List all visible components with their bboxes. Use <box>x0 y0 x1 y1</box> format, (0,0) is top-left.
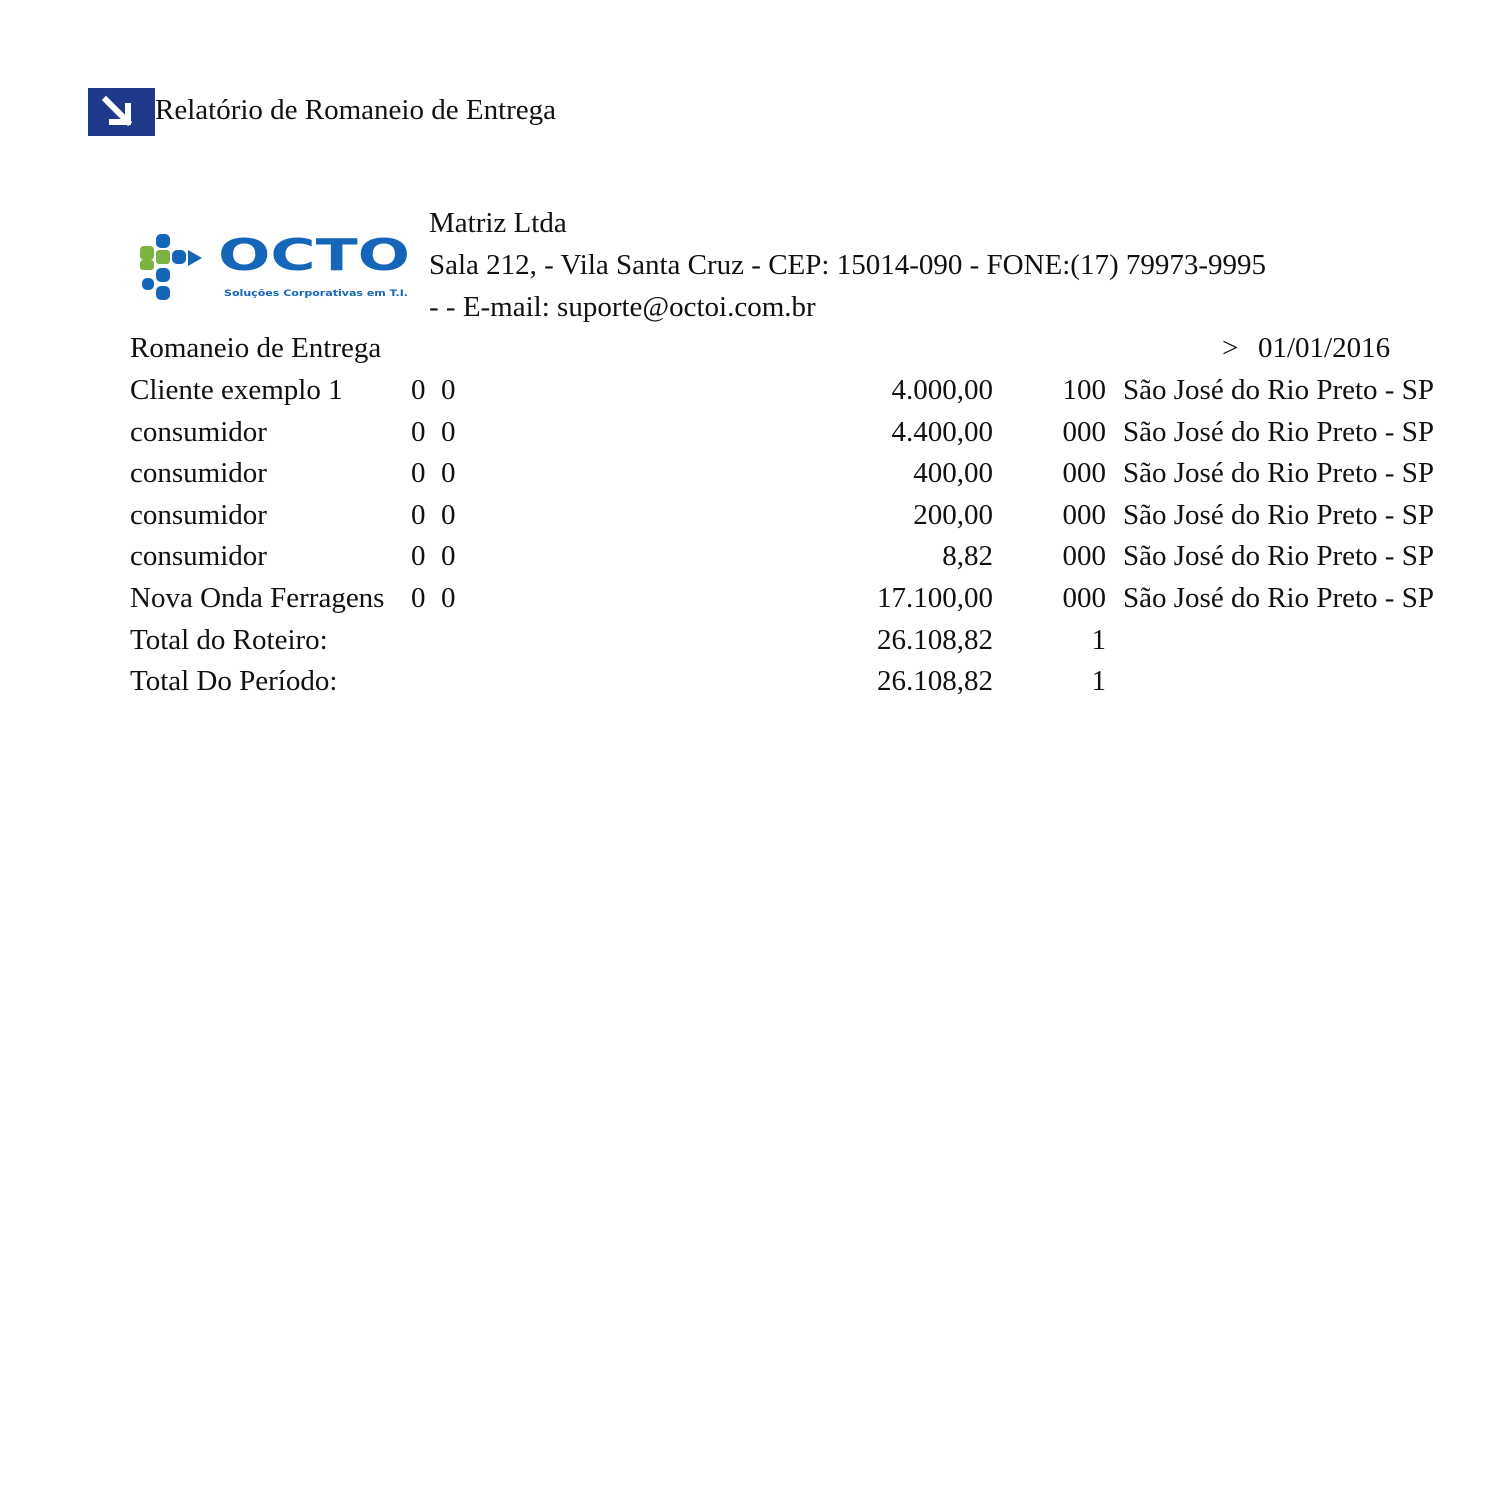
col-a-value: 0 <box>411 498 426 531</box>
col-b-value: 0 <box>441 581 456 614</box>
city: São José do Rio Preto - SP <box>1123 540 1434 573</box>
svg-text:Soluções Corporativas em T.I.: Soluções Corporativas em T.I. <box>224 289 408 299</box>
amount: 200,00 <box>913 498 993 531</box>
company-name: Matriz Ltda <box>429 207 567 239</box>
col-a-value: 0 <box>411 415 426 448</box>
client-name: consumidor <box>130 457 267 490</box>
amount: 17.100,00 <box>877 581 993 614</box>
section-title: Romaneio de Entrega <box>130 332 382 364</box>
company-logo <box>136 228 412 306</box>
report-date: 01/01/2016 <box>1258 332 1391 364</box>
code: 100 <box>1062 374 1106 406</box>
client-name: consumidor <box>130 540 267 573</box>
total-label: Total Do Período: <box>130 665 338 698</box>
col-a-value: 0 <box>411 581 426 614</box>
city: São José do Rio Preto - SP <box>1123 581 1434 614</box>
col-b-value: 0 <box>441 374 456 406</box>
total-count: 1 <box>1091 665 1106 698</box>
col-b-value: 0 <box>441 540 456 573</box>
city: São José do Rio Preto - SP <box>1123 374 1434 406</box>
city: São José do Rio Preto - SP <box>1123 457 1434 490</box>
col-b-value: 0 <box>441 498 456 531</box>
date-prefix: > <box>1222 332 1239 364</box>
code: 000 <box>1062 415 1106 448</box>
total-label: Total do Roteiro: <box>130 623 328 656</box>
col-b-value: 0 <box>441 415 456 448</box>
client-name: Cliente exemplo 1 <box>130 374 343 406</box>
client-name: Nova Onda Ferragens <box>130 581 385 614</box>
amount: 4.000,00 <box>891 374 993 406</box>
code: 000 <box>1062 581 1106 614</box>
code: 000 <box>1062 457 1106 490</box>
total-count: 1 <box>1091 623 1106 656</box>
client-name: consumidor <box>130 415 267 448</box>
report-arrow-icon <box>88 88 155 136</box>
total-amount: 26.108,82 <box>877 665 993 698</box>
col-a-value: 0 <box>411 540 426 573</box>
company-email: - - E-mail: suporte@octoi.com.br <box>429 291 816 323</box>
amount: 400,00 <box>913 457 993 490</box>
code: 000 <box>1062 498 1106 531</box>
client-name: consumidor <box>130 498 267 531</box>
col-a-value: 0 <box>411 457 426 490</box>
col-a-value: 0 <box>411 374 426 406</box>
amount: 4.400,00 <box>891 415 993 448</box>
svg-text:OCTO: OCTO <box>218 230 410 281</box>
city: São José do Rio Preto - SP <box>1123 498 1434 531</box>
delivery-table <box>130 373 1500 706</box>
amount: 8,82 <box>942 540 993 573</box>
code: 000 <box>1062 540 1106 573</box>
company-address: Sala 212, - Vila Santa Cruz - CEP: 15014-090 - FONE:(17) 79973-9995 <box>429 249 1267 281</box>
total-amount: 26.108,82 <box>877 623 993 656</box>
report-title: Relatório de Romaneio de Entrega <box>155 94 557 126</box>
col-b-value: 0 <box>441 457 456 490</box>
city: São José do Rio Preto - SP <box>1123 415 1434 448</box>
